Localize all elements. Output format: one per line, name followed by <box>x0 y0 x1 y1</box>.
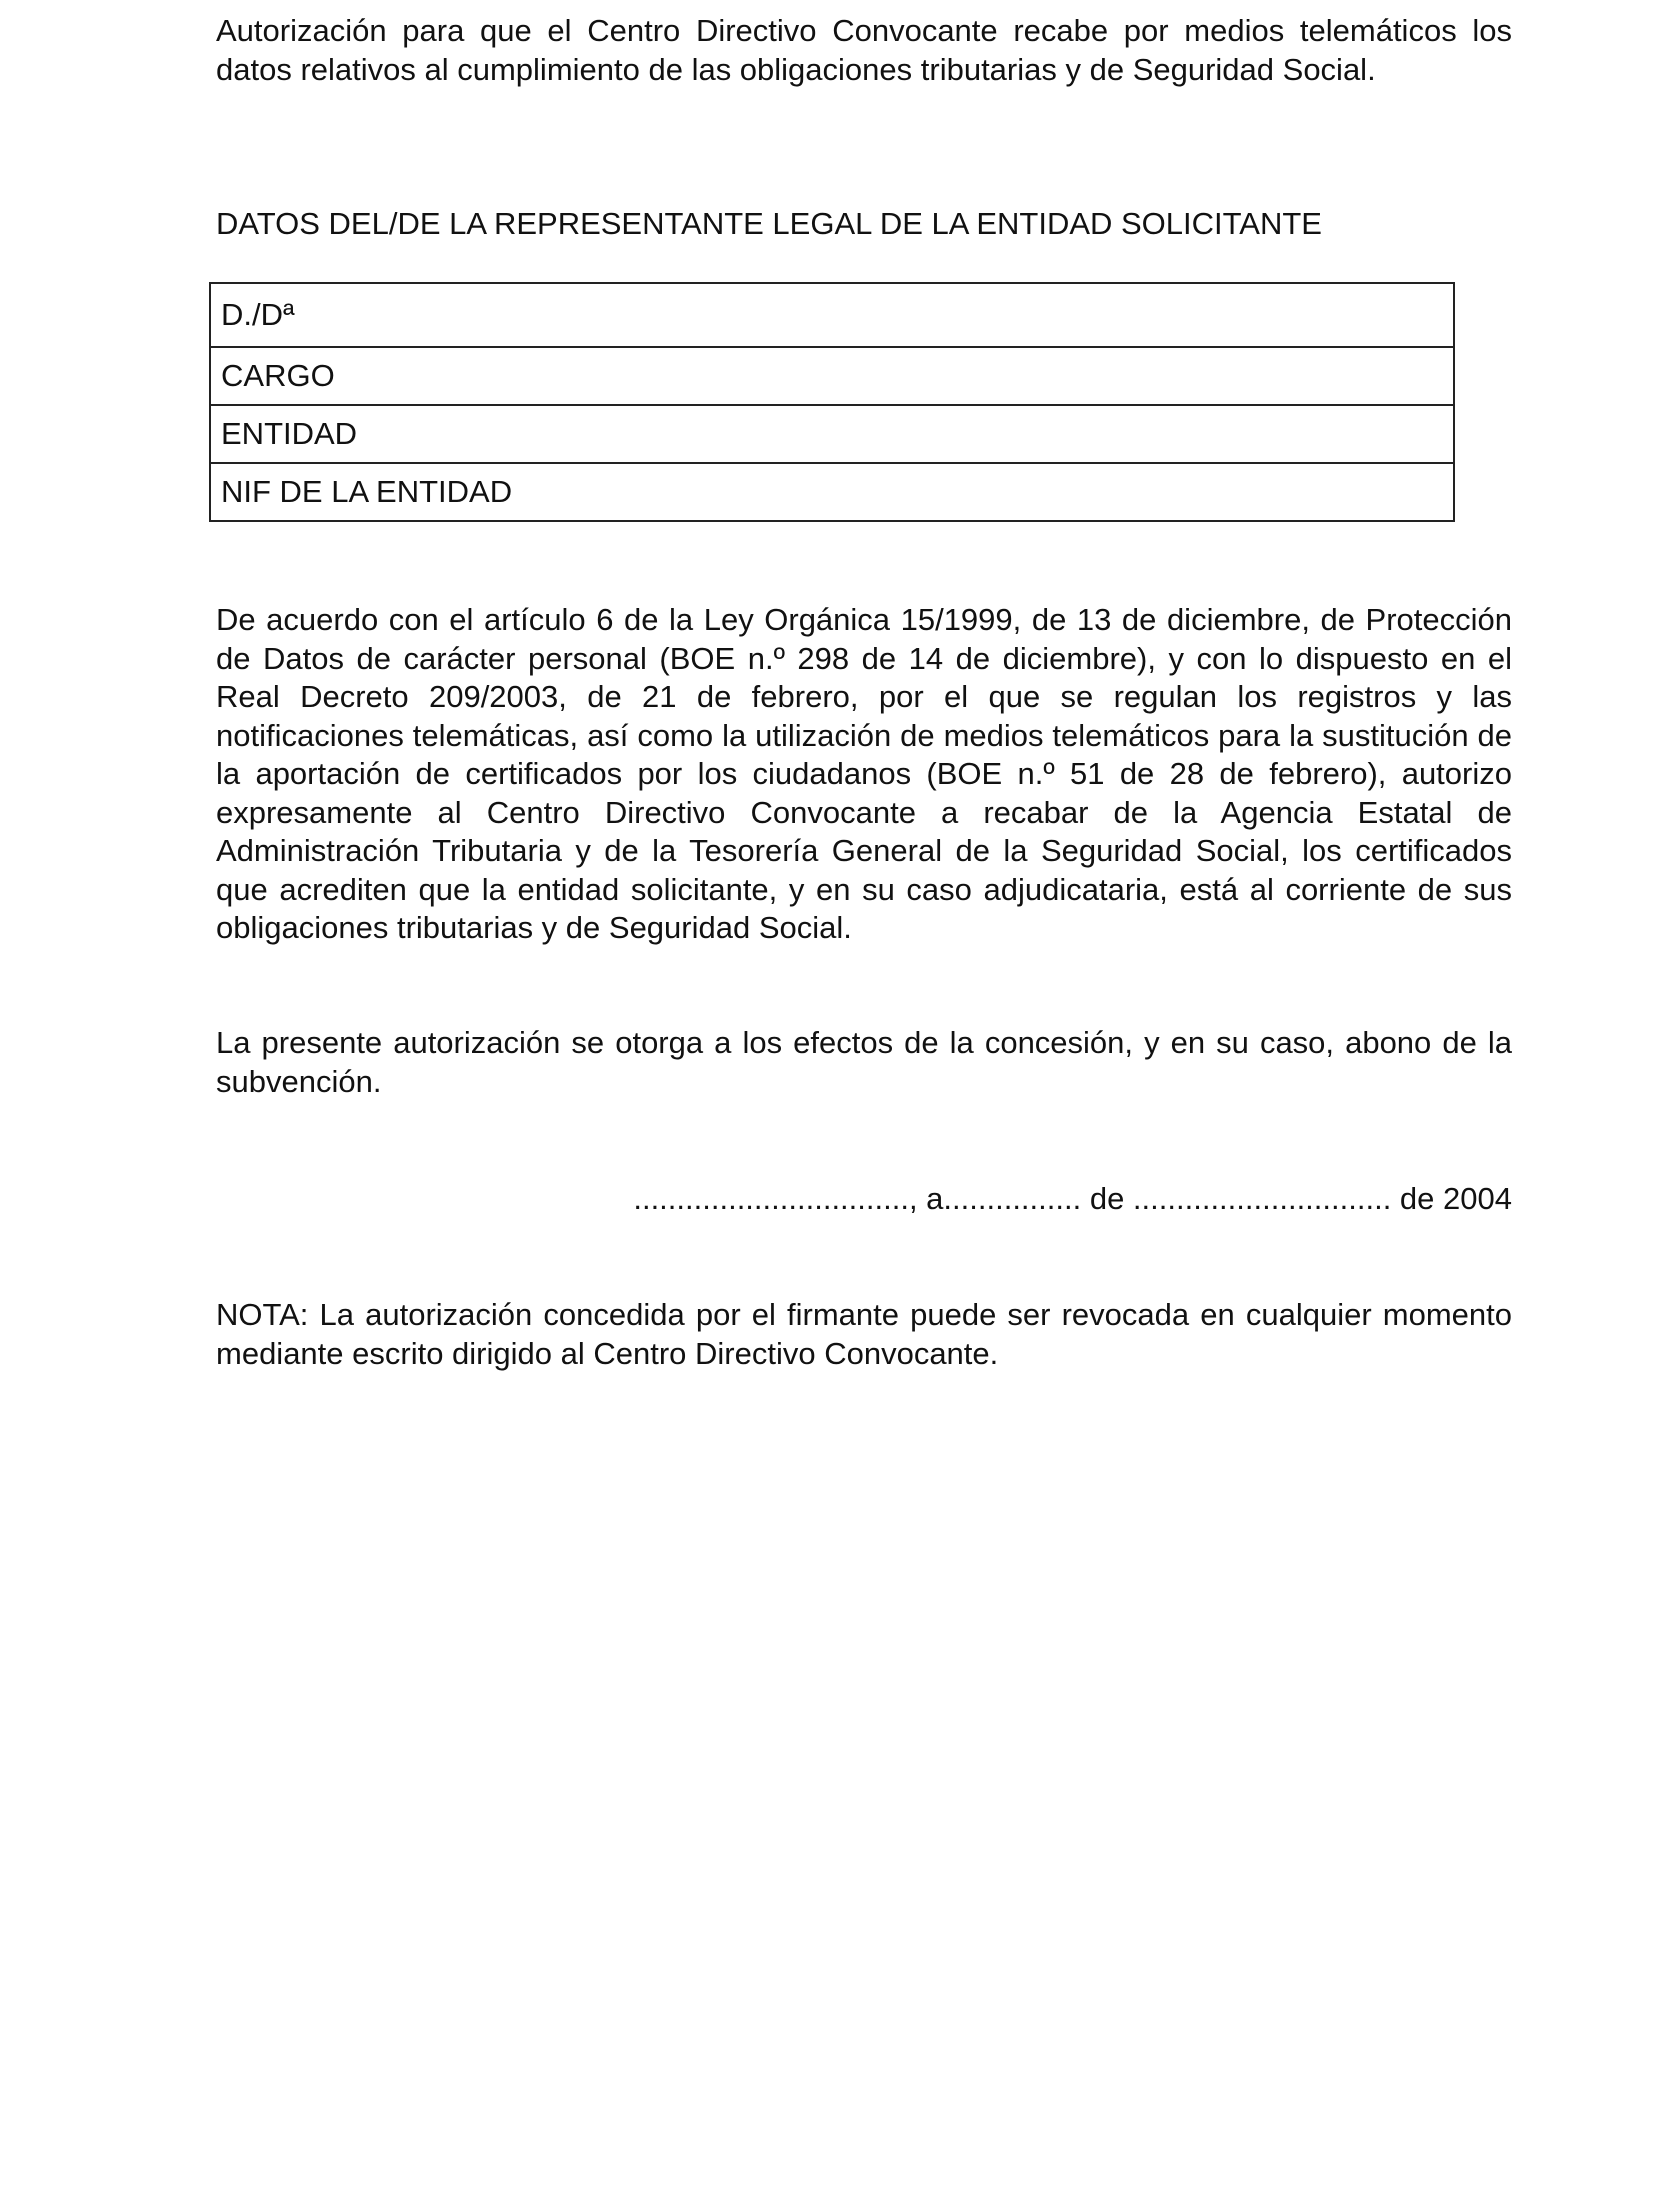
form-row-entidad <box>210 405 1454 463</box>
purpose-paragraph: La presente autorización se otorga a los efectos de la concesión, y en su caso, abono de la subvención. <box>216 1025 1512 1099</box>
date-place-line: ................................, a................ de .............................. de 2004 <box>633 1181 1512 1216</box>
representative-data-table <box>209 282 1455 522</box>
field-label-entidad[interactable]: ENTIDAD <box>210 405 1454 463</box>
form-row-cargo <box>210 347 1454 405</box>
form-row-name <box>210 283 1454 347</box>
field-label-name[interactable]: D./Dª <box>210 283 1454 347</box>
section-title: DATOS DEL/DE LA REPRESENTANTE LEGAL DE LA ENTIDAD SOLICITANTE <box>216 206 1322 241</box>
form-row-nif <box>210 463 1454 521</box>
field-label-cargo[interactable]: CARGO <box>210 347 1454 405</box>
field-label-nif[interactable]: NIF DE LA ENTIDAD <box>210 463 1454 521</box>
legal-paragraph: De acuerdo con el artículo 6 de la Ley Orgánica 15/1999, de 13 de diciembre, de Protección de Datos de carácter personal (BOE n.º 298 de 14 de diciembre), y con lo dispuesto en el Real Decreto 209/2003, de 21 de febrero, por el que se regulan los registros y las notificaciones telemáticas, así como la utilización de medios telemáticos para la sustitución de la aportación de certificados por los ciudadanos (BOE n.º 51 de 28 de febrero), autorizo expresamente al Centro Directivo Convocante a recabar de la Agencia Estatal de Administración Tributaria y de la Tesorería General de la Seguridad Social, los certificados que acrediten que la entidad solicitante, y en su caso adjudicataria, está al corriente de sus obligaciones tributarias y de Seguridad Social. <box>216 602 1512 945</box>
nota-paragraph: NOTA: La autorización concedida por el firmante puede ser revocada en cualquier momento mediante escrito dirigido al Centro Directivo Convocante. <box>216 1297 1512 1371</box>
intro-paragraph: Autorización para que el Centro Directivo Convocante recabe por medios telemáticos los datos relativos al cumplimiento de las obligaciones tributarias y de Seguridad Social. <box>216 13 1512 87</box>
